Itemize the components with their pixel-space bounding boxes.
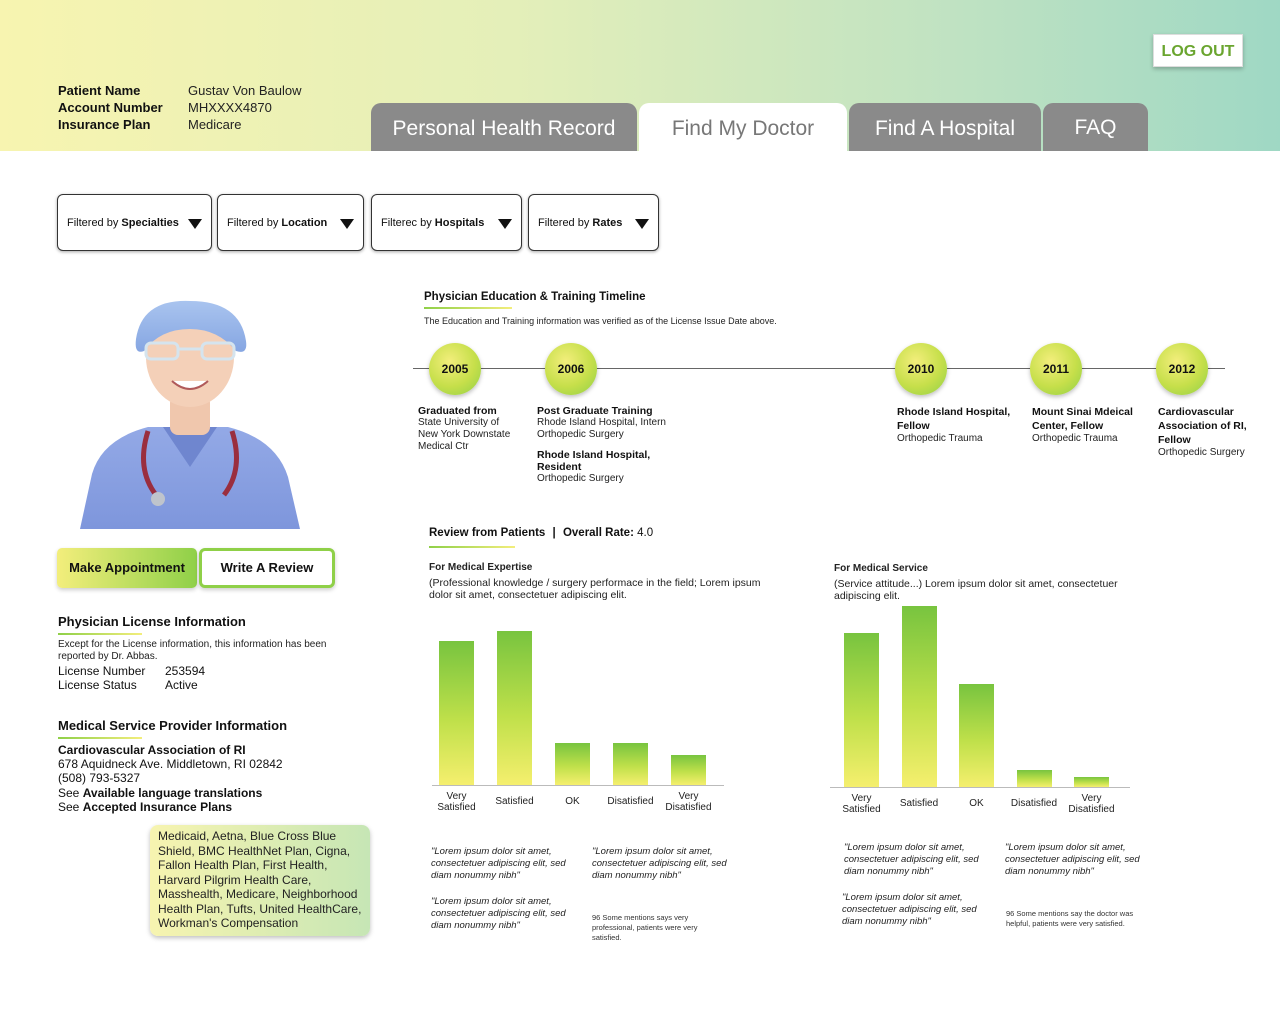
account-number-row	[58, 100, 358, 117]
timeline-year-2012: 2012	[1156, 343, 1208, 395]
chart-category-label: OK	[565, 796, 580, 807]
chart-bar	[439, 641, 474, 785]
chart-category-label: Very Disatisfied	[665, 791, 712, 813]
reviews-title: Review from Patients	[429, 527, 546, 539]
divider	[58, 737, 142, 739]
filter-prefix: Filtered by	[538, 217, 593, 229]
service-description: (Service attitude...) Lorem ipsum dolor sit amet, consectetuer adipiscing elit.	[834, 578, 1118, 602]
accepted-insurance-link[interactable]	[58, 800, 232, 815]
license-number: 253594	[165, 664, 206, 678]
insurance-plan-label: Insurance Plan	[58, 117, 151, 132]
insurance-plans-popover: Medicaid, Aetna, Blue Cross Blue Shield, BMC HealthNet Plan, Cigna, Fallon Health Plan, First Health, Harvard Pilgrim Health Care, Masshealth, Medicare, Neighborhood Health Plan, Tufts, United HealthCare, Workman's Compensation	[150, 825, 370, 936]
timeline-year-2005: 2005	[429, 343, 481, 395]
review-summary-note: 96 Some mentions say the doctor was helpful, patients were very satisfied.	[1006, 909, 1134, 928]
chart-category-label: Very Satisfied	[437, 791, 476, 813]
link-text: Available language translations	[82, 786, 263, 800]
license-note: Except for the License information, this information has been reported by Dr. Abbas.	[58, 639, 327, 662]
logout-button[interactable]: LOG OUT	[1153, 34, 1243, 67]
event-heading: Rhode Island Hospital, Resident	[537, 449, 651, 473]
timeline-event-2012	[1158, 405, 1273, 459]
chart-bar	[671, 755, 706, 785]
patient-name-row	[58, 83, 358, 100]
filter-key: Rates	[592, 217, 623, 229]
chart-category-label: Very Disatisfied	[1068, 793, 1115, 815]
review-quote: "Lorem ipsum dolor sit amet, consectetuer adipiscing elit, sed diam nonummy nibh"	[431, 896, 566, 931]
license-status-label: License Status	[58, 678, 137, 692]
event-heading: Cardiovascular Association of RI, Fellow	[1158, 406, 1247, 446]
filter-key: Specialties	[121, 217, 179, 229]
divider	[429, 546, 515, 548]
chart-category-label: Satisfied	[899, 798, 939, 809]
timeline-event-2010	[897, 405, 1022, 445]
event-heading: Rhode Island Hospital, Fellow	[897, 406, 1011, 432]
overall-rate-value: 4.0	[637, 527, 654, 539]
overall-rate-label: Overall Rate:	[562, 527, 634, 539]
filter-key: Hospitals	[434, 217, 485, 229]
provider-phone: (508) 793-5327	[58, 771, 141, 785]
reviews-separator: |	[552, 527, 556, 539]
chart-axis	[830, 787, 1130, 788]
timeline-year-2010: 2010	[895, 343, 947, 395]
link-prefix: See	[58, 786, 83, 800]
timeline-year-2011: 2011	[1030, 343, 1082, 395]
tab-find-my-doctor[interactable]: Find My Doctor	[639, 103, 847, 151]
filter-prefix: Filterec by	[381, 217, 435, 229]
expertise-description: (Professional knowledge / surgery performace in the field; Lorem ipsum dolor sit amet, consectetuer adipiscing elit.	[429, 577, 761, 601]
event-heading: Mount Sinai Mdeical Center, Fellow	[1032, 406, 1133, 432]
chart-category-label: Disatisfied	[1010, 798, 1058, 809]
review-quote: "Lorem ipsum dolor sit amet, consectetuer adipiscing elit, sed diam nonummy nibh"	[592, 846, 727, 881]
provider-name	[58, 743, 246, 758]
license-number-label: License Number	[58, 664, 146, 678]
provider-name-text: Cardiovascular Association of RI	[58, 743, 246, 757]
provider-title: Medical Service Provider Information	[58, 718, 288, 733]
event-detail: Orthopedic Trauma	[1032, 433, 1118, 444]
insurance-plan: Medicare	[188, 117, 242, 132]
divider	[58, 633, 142, 635]
review-summary-note: 96 Some mentions says very professional, patients were very satisfied.	[592, 913, 698, 942]
write-review-button[interactable]: Write A Review	[199, 548, 335, 588]
timeline-event-2006	[537, 405, 675, 485]
chart-bar	[555, 743, 590, 785]
doctor-photo	[78, 299, 302, 529]
event-heading: Graduated from	[418, 405, 497, 417]
license-title: Physician License Information	[58, 614, 246, 629]
chart-bar	[613, 743, 648, 785]
review-quote: "Lorem ipsum dolor sit amet, consectetuer adipiscing elit, sed diam nonummy nibh"	[1005, 842, 1140, 877]
divider	[424, 307, 512, 309]
tab-personal-health-record[interactable]: Personal Health Record	[371, 103, 637, 151]
review-quote: "Lorem ipsum dolor sit amet, consectetuer adipiscing elit, sed diam nonummy nibh"	[431, 846, 566, 881]
filter-prefix: Filtered by	[67, 217, 122, 229]
language-translations-link[interactable]	[58, 786, 262, 801]
chart-axis	[432, 785, 724, 786]
chart-bar	[497, 631, 532, 785]
link-prefix: See	[58, 800, 83, 814]
chevron-down-icon	[498, 219, 512, 229]
filter-location-dropdown[interactable]	[217, 194, 364, 251]
chart-category-label: Very Satisfied	[842, 793, 881, 815]
timeline-title: Physician Education & Training Timeline	[424, 291, 646, 303]
make-appointment-button[interactable]: Make Appointment	[57, 548, 197, 588]
filter-rates-dropdown[interactable]	[528, 194, 659, 251]
chart-category-label: Satisfied	[495, 796, 534, 807]
chart-category-label: Disatisfied	[607, 796, 654, 807]
chart-bar	[844, 633, 879, 787]
patient-name: Gustav Von Baulow	[188, 83, 302, 98]
filter-prefix: Filtered by	[227, 217, 282, 229]
chart-bar	[1074, 777, 1109, 787]
chevron-down-icon	[188, 219, 202, 229]
event-heading: Post Graduate Training	[537, 405, 653, 417]
account-number: MHXXXX4870	[188, 100, 272, 115]
chevron-down-icon	[340, 219, 354, 229]
review-quote: "Lorem ipsum dolor sit amet, consectetuer adipiscing elit, sed diam nonummy nibh"	[844, 842, 979, 877]
event-detail: Rhode Island Hospital, Intern Orthopedic Surgery	[537, 417, 666, 440]
expertise-title: For Medical Expertise	[429, 562, 533, 573]
patient-name-label: Patient Name	[58, 83, 141, 98]
review-quote: "Lorem ipsum dolor sit amet, consectetuer adipiscing elit, sed diam nonummy nibh"	[842, 892, 977, 927]
chart-bar	[1017, 770, 1052, 787]
filter-hospitals-dropdown[interactable]	[371, 194, 522, 251]
reviews-header	[429, 527, 653, 539]
chevron-down-icon	[635, 219, 649, 229]
filter-specialties-dropdown[interactable]	[57, 194, 212, 251]
account-number-label: Account Number	[58, 100, 163, 115]
timeline-event-2005	[418, 405, 518, 453]
service-title: For Medical Service	[834, 563, 928, 574]
timeline-year-2006: 2006	[545, 343, 597, 395]
event-detail: State University of New York Downstate Medical Ctr	[418, 417, 511, 452]
timeline-subtitle: The Education and Training information was verified as of the License Issue Date above.	[424, 316, 777, 326]
chart-bar	[902, 606, 937, 787]
event-detail: Orthopedic Surgery	[1158, 447, 1245, 458]
license-status: Active	[165, 678, 198, 692]
timeline-axis	[413, 368, 1225, 369]
event-detail: Orthopedic Surgery	[537, 473, 624, 484]
header-banner	[0, 0, 1280, 151]
provider-address: 678 Aquidneck Ave. Middletown, RI 02842	[58, 757, 283, 771]
chart-bar	[959, 684, 994, 787]
chart-category-label: OK	[969, 798, 984, 809]
filter-key: Location	[281, 217, 328, 229]
event-detail: Orthopedic Trauma	[897, 433, 983, 444]
timeline-event-2011	[1032, 405, 1152, 445]
tab-find-a-hospital[interactable]: Find A Hospital	[849, 103, 1041, 151]
insurance-plan-row	[58, 117, 358, 134]
link-text: Accepted Insurance Plans	[82, 800, 233, 814]
tab-faq[interactable]: FAQ	[1043, 103, 1148, 151]
